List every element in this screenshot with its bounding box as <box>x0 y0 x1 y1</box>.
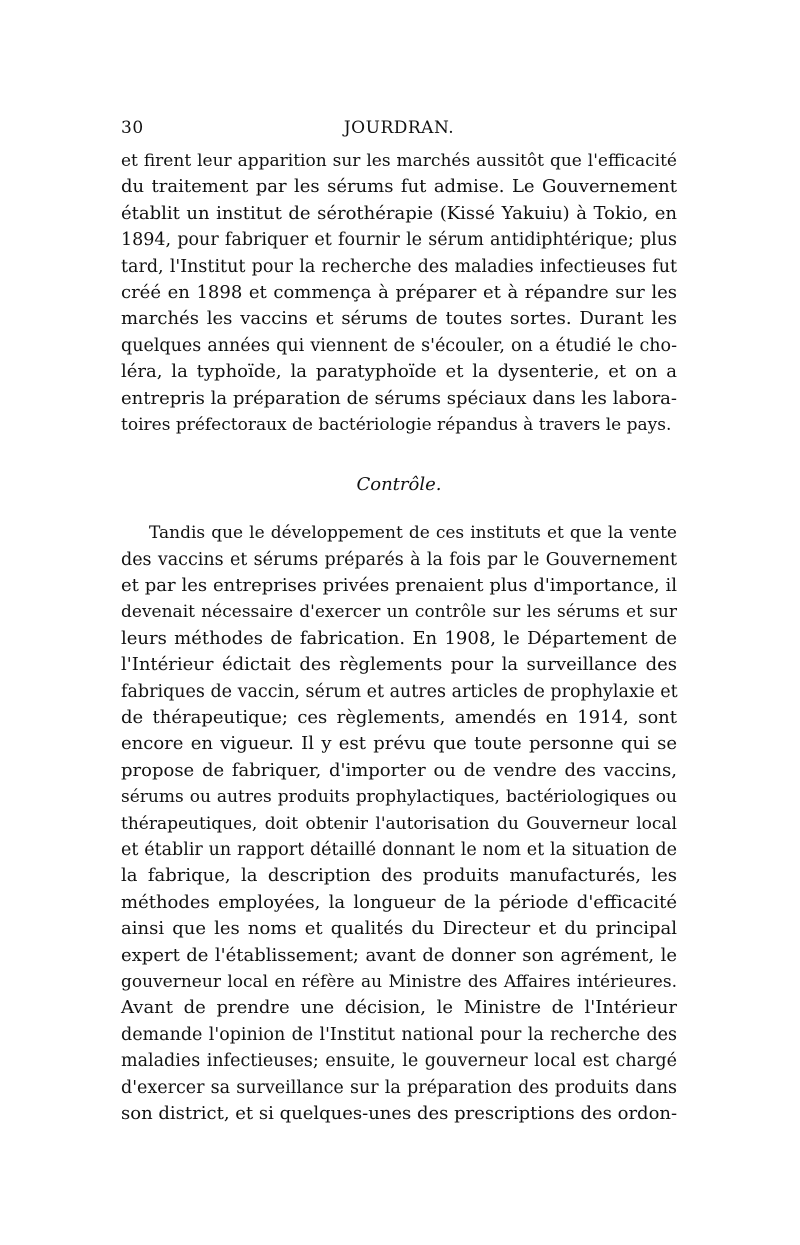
text-line: l'Intérieur édictait des règlements pour la surveillance des <box>121 654 677 676</box>
running-head <box>121 112 677 142</box>
text-line: fabriques de vaccin, sérum et autres articles de prophylaxie et <box>121 681 678 702</box>
text-line: gouverneur local en réfère au Ministre des Affaires intérieures. <box>121 971 677 992</box>
text-line: 1894, pour fabriquer et fournir le sérum antidiphtérique; plus <box>121 230 677 251</box>
text-line: expert de l'établissement; avant de donner son agrément, le <box>121 944 677 966</box>
text-line: son district, et si quelques-unes des prescriptions des ordon- <box>121 1102 678 1124</box>
text-line: ainsi que les noms et qualités du Directeur et du principal <box>121 918 677 940</box>
text-line: des vaccins et sérums préparés à la fois par le Gouvernement <box>121 549 677 570</box>
text-line: la fabrique, la description des produits manufacturés, les <box>121 865 677 887</box>
text-line: léra, la typhoïde, la paratyphoïde et la dysenterie, et on a <box>121 361 677 383</box>
text-line: Tandis que le développement de ces instituts et que la vente <box>149 523 677 544</box>
text-line: d'exercer sa surveillance sur la préparation des produits dans <box>121 1077 677 1098</box>
paragraph-2 <box>121 520 677 1127</box>
text-line: Avant de prendre une décision, le Ministre de l'Intérieur <box>121 997 677 1019</box>
text-line: de thérapeutique; ces règlements, amendés en 1914, sont <box>121 707 677 729</box>
running-title: JOURDRAN. <box>343 118 455 138</box>
text-line: maladies infectieuses; ensuite, le gouverneur local est chargé <box>121 1051 677 1072</box>
text-line: et établir un rapport détaillé donnant le nom et la situation de <box>121 839 677 860</box>
text-line: encore en vigueur. Il y est prévu que toute personne qui se <box>121 733 677 755</box>
text-line: établit un institut de sérothérapie (Kissé Yakuiu) à Tokio, en <box>121 202 677 224</box>
paragraph-1 <box>121 148 677 438</box>
text-line: et firent leur apparition sur les marchés aussitôt que l'efficacité <box>121 151 677 171</box>
text-line: du traitement par les sérums fut admise. Le Gouvernement <box>121 176 677 198</box>
text-line: méthodes employées, la longueur de la période d'efficacité <box>121 891 677 913</box>
section-heading: Contrôle. <box>356 474 442 496</box>
text-line: devenait nécessaire d'exercer un contrôle sur les sérums et sur <box>121 602 677 623</box>
text-line: créé en 1898 et commença à préparer et à répandre sur les <box>121 281 677 303</box>
page-number: 30 <box>121 118 144 138</box>
text-line: marchés les vaccins et sérums de toutes sortes. Durant les <box>121 308 677 330</box>
text-line: et par les entreprises privées prenaient plus d'importance, il <box>121 575 677 597</box>
text-line: toires préfectoraux de bactériologie répandus à travers le pays. <box>121 414 672 435</box>
text-line: leurs méthodes de fabrication. En 1908, le Département de <box>121 627 677 649</box>
book-page <box>121 112 677 1127</box>
text-line: quelques années qui viennent de s'écouler, on a étudié le cho- <box>121 335 677 356</box>
text-line: propose de fabriquer, d'importer ou de vendre des vaccins, <box>121 759 677 781</box>
text-line: demande l'opinion de l'Institut national pour la recherche des <box>121 1024 677 1045</box>
text-line: sérums ou autres produits prophylactiques, bactériologiques ou <box>121 787 677 808</box>
text-line: tard, l'Institut pour la recherche des maladies infectieuses fut <box>121 256 677 277</box>
text-line: entrepris la préparation de sérums spéciaux dans les labora- <box>121 387 677 409</box>
text-line: thérapeutiques, doit obtenir l'autorisation du Gouverneur local <box>121 813 677 834</box>
